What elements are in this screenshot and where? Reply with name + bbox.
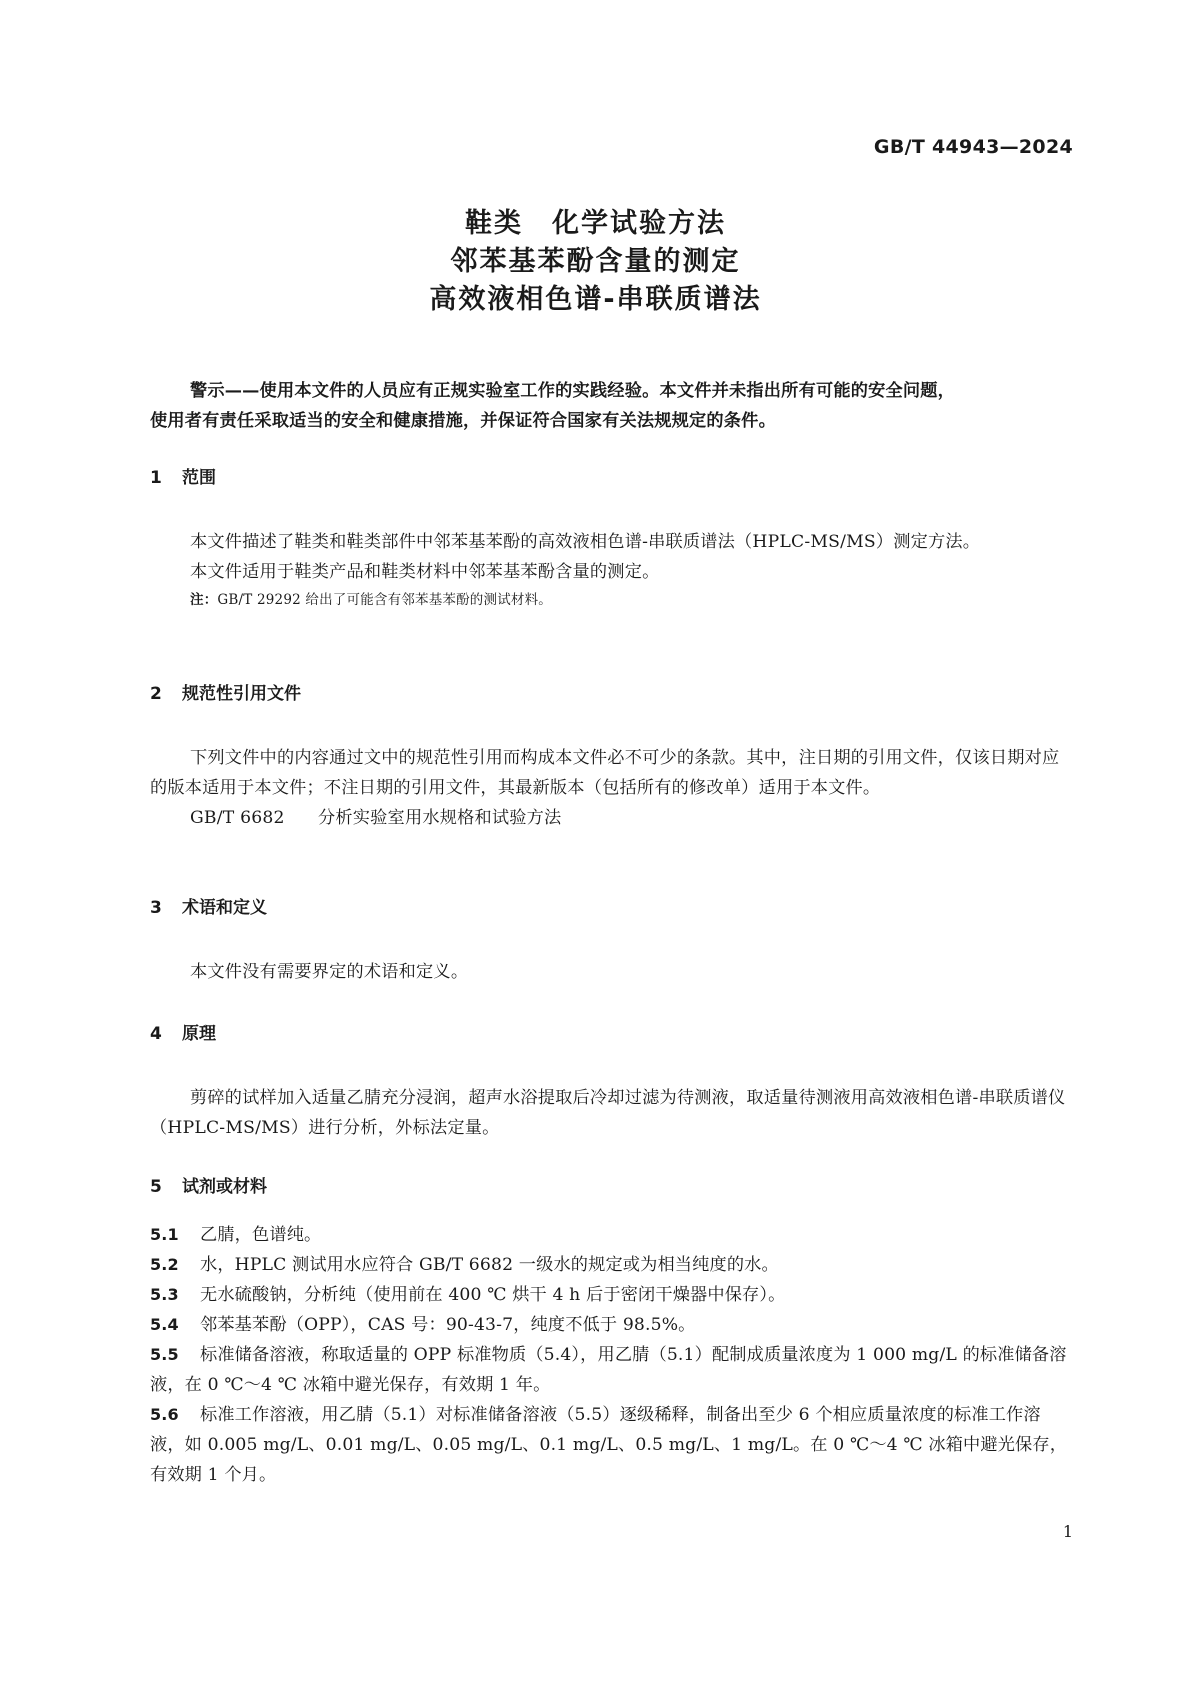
note-text: GB/T 29292 给出了可能含有邻苯基苯酚的测试材料。 bbox=[217, 592, 552, 608]
section-title: 原理 bbox=[182, 1024, 216, 1044]
paragraph: 本文件描述了鞋类和鞋类部件中邻苯基苯酚的高效液相色谱-串联质谱法（HPLC-MS/MS）测定方法。 bbox=[190, 532, 981, 552]
page-number: 1 bbox=[1062, 1522, 1073, 1541]
section-5-items bbox=[150, 1220, 1072, 1490]
item-text: 标准工作溶液，用乙腈（5.1）对标准储备溶液（5.5）逐级稀释，制备出至少 6 个相应质量浓度的标准工作溶液，如 0.005 mg/L、0.01 mg/L、0.05 mg/L、0.1 mg/L、0.5 mg/L、1 mg/L。在 0 ℃～4 ℃ 冰箱中避光保存，有效期 1 个月。 bbox=[150, 1405, 1068, 1485]
list-item bbox=[150, 1220, 1072, 1250]
section-2-heading bbox=[150, 679, 301, 704]
section-1-body bbox=[150, 527, 1072, 613]
list-item bbox=[150, 1310, 1072, 1340]
section-title: 术语和定义 bbox=[182, 898, 267, 918]
section-5-heading bbox=[150, 1172, 267, 1197]
item-number: 5.6 bbox=[150, 1405, 179, 1424]
list-item bbox=[150, 1250, 1072, 1280]
reference-title: 分析实验室用水规格和试验方法 bbox=[318, 808, 562, 828]
title-line-3: 高效液相色谱-串联质谱法 bbox=[429, 284, 762, 315]
section-4-body bbox=[150, 1083, 1072, 1143]
item-number: 5.3 bbox=[150, 1285, 179, 1304]
item-text: 无水硫酸钠，分析纯（使用前在 400 ℃ 烘干 4 h 后于密闭干燥器中保存）。 bbox=[200, 1285, 786, 1305]
standard-number: GB/T 44943—2024 bbox=[873, 136, 1073, 158]
note bbox=[150, 587, 1072, 613]
section-title: 范围 bbox=[182, 468, 216, 488]
section-title: 规范性引用文件 bbox=[182, 684, 301, 704]
warning-line-2: 使用者有责任采取适当的安全和健康措施，并保证符合国家有关法规规定的条件。 bbox=[150, 411, 776, 431]
item-text: 乙腈，色谱纯。 bbox=[200, 1225, 322, 1245]
paragraph: 本文件没有需要界定的术语和定义。 bbox=[190, 962, 469, 982]
section-number: 2 bbox=[150, 684, 162, 704]
warning-line-1: 警示——使用本文件的人员应有正规实验室工作的实践经验。本文件并未指出所有可能的安全问题， bbox=[190, 381, 956, 401]
paragraph: 剪碎的试样加入适量乙腈充分浸润，超声水浴提取后冷却过滤为待测液，取适量待测液用高效液相色谱-串联质谱仪（HPLC-MS/MS）进行分析，外标法定量。 bbox=[150, 1088, 1066, 1138]
list-item bbox=[150, 1280, 1072, 1310]
list-item bbox=[150, 1400, 1072, 1490]
document-title bbox=[0, 205, 1191, 319]
section-title: 试剂或材料 bbox=[182, 1177, 267, 1197]
section-number: 4 bbox=[150, 1024, 162, 1044]
item-number: 5.5 bbox=[150, 1345, 179, 1364]
item-text: 标准储备溶液，称取适量的 OPP 标准物质（5.4），用乙腈（5.1）配制成质量浓度为 1 000 mg/L 的标准储备溶液，在 0 ℃～4 ℃ 冰箱中避光保存，有效期 1 年。 bbox=[150, 1345, 1067, 1395]
note-label: 注： bbox=[190, 592, 218, 608]
item-text: 邻苯基苯酚（OPP），CAS 号：90-43-7，纯度不低于 98.5%。 bbox=[200, 1315, 696, 1335]
section-3-body bbox=[150, 957, 1072, 987]
paragraph: 下列文件中的内容通过文中的规范性引用而构成本文件必不可少的条款。其中，注日期的引用文件，仅该日期对应的版本适用于本文件；不注日期的引用文件，其最新版本（包括所有的修改单）适用于本文件。 bbox=[150, 748, 1060, 798]
safety-warning bbox=[150, 376, 1070, 436]
normative-reference bbox=[150, 803, 1072, 833]
item-number: 5.1 bbox=[150, 1225, 179, 1244]
title-line-2: 邻苯基苯酚含量的测定 bbox=[450, 246, 741, 277]
section-3-heading bbox=[150, 893, 267, 918]
item-number: 5.4 bbox=[150, 1315, 179, 1334]
section-number: 1 bbox=[150, 468, 162, 488]
item-number: 5.2 bbox=[150, 1255, 179, 1274]
item-text: 水，HPLC 测试用水应符合 GB/T 6682 一级水的规定或为相当纯度的水。 bbox=[200, 1255, 779, 1275]
section-number: 5 bbox=[150, 1177, 162, 1197]
section-1-heading bbox=[150, 463, 216, 488]
section-number: 3 bbox=[150, 898, 162, 918]
list-item bbox=[150, 1340, 1072, 1400]
paragraph: 本文件适用于鞋类产品和鞋类材料中邻苯基苯酚含量的测定。 bbox=[190, 562, 660, 582]
reference-code: GB/T 6682 bbox=[190, 808, 285, 828]
section-4-heading bbox=[150, 1019, 216, 1044]
title-line-1: 鞋类 化学试验方法 bbox=[465, 208, 726, 239]
section-2-body bbox=[150, 743, 1072, 833]
